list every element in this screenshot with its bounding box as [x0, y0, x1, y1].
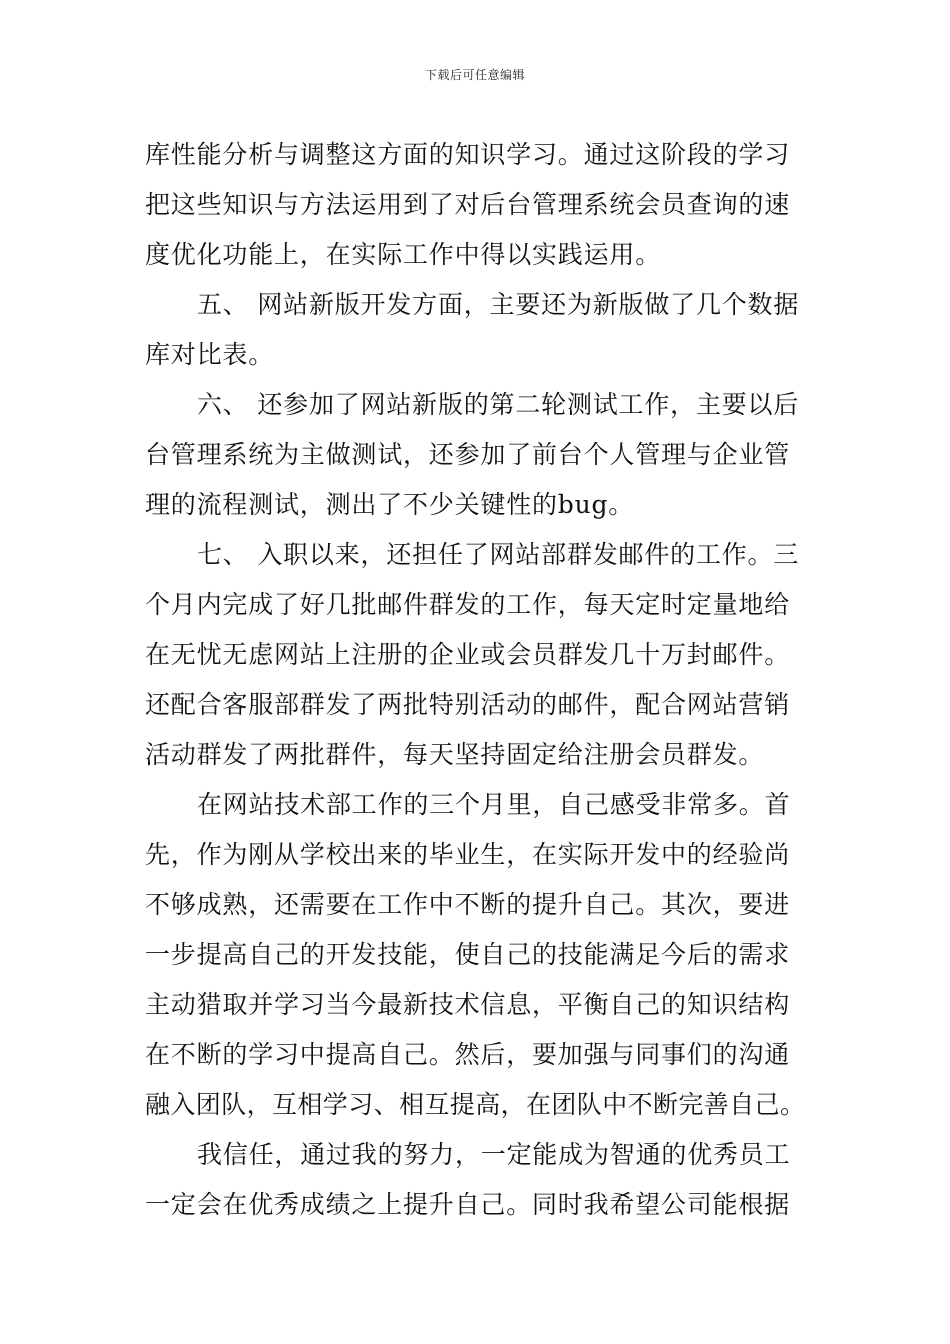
text-line: 理的流程测试，测出了不少关键性的bug。	[145, 490, 635, 519]
text-line: 融入团队，互相学习、相互提高，在团队中不断完善自己。	[145, 1090, 806, 1119]
text-line: 一步提高自己的开发技能，使自己的技能满足今后的需求	[145, 940, 791, 969]
document-body	[145, 130, 810, 1230]
text-line: 先，作为刚从学校出来的毕业生，在实际开发中的经验尚	[145, 840, 791, 869]
text-line: 在网站技术部工作的三个月里，自己感受非常多。首	[197, 790, 791, 819]
text-line: 活动群发了两批群件，每天坚持固定给注册会员群发。	[145, 740, 765, 769]
text-line: 一定会在优秀成绩之上提升自己。同时我希望公司能根据	[145, 1190, 791, 1219]
text-line: 我信任，通过我的努力，一定能成为智通的优秀员工	[197, 1140, 791, 1169]
text-line: 库性能分析与调整这方面的知识学习。通过这阶段的学习	[145, 140, 791, 169]
text-line: 六、 还参加了网站新版的第二轮测试工作，主要以后	[197, 390, 800, 419]
text-line: 在无忧无虑网站上注册的企业或会员群发几十万封邮件。	[145, 640, 791, 669]
text-line: 度优化功能上，在实际工作中得以实践运用。	[145, 240, 662, 269]
text-line: 库对比表。	[145, 340, 275, 369]
text-line: 五、 网站新版开发方面，主要还为新版做了几个数据	[197, 290, 800, 319]
text-line: 七、 入职以来，还担任了网站部群发邮件的工作。三	[197, 540, 800, 569]
text-line: 把这些知识与方法运用到了对后台管理系统会员查询的速	[145, 190, 791, 219]
text-line: 还配合客服部群发了两批特别活动的邮件，配合网站营销	[145, 690, 791, 719]
text-line: 不够成熟，还需要在工作中不断的提升自己。其次，要进	[145, 890, 791, 919]
text-line: 台管理系统为主做测试，还参加了前台个人管理与企业管	[145, 440, 791, 469]
page-header: 下载后可任意编辑	[424, 68, 525, 82]
text-line: 主动猎取并学习当今最新技术信息，平衡自己的知识结构	[145, 990, 791, 1019]
text-line: 个月内完成了好几批邮件群发的工作，每天定时定量地给	[145, 590, 791, 619]
text-line: 在不断的学习中提高自己。然后，要加强与同事们的沟通	[145, 1040, 791, 1069]
